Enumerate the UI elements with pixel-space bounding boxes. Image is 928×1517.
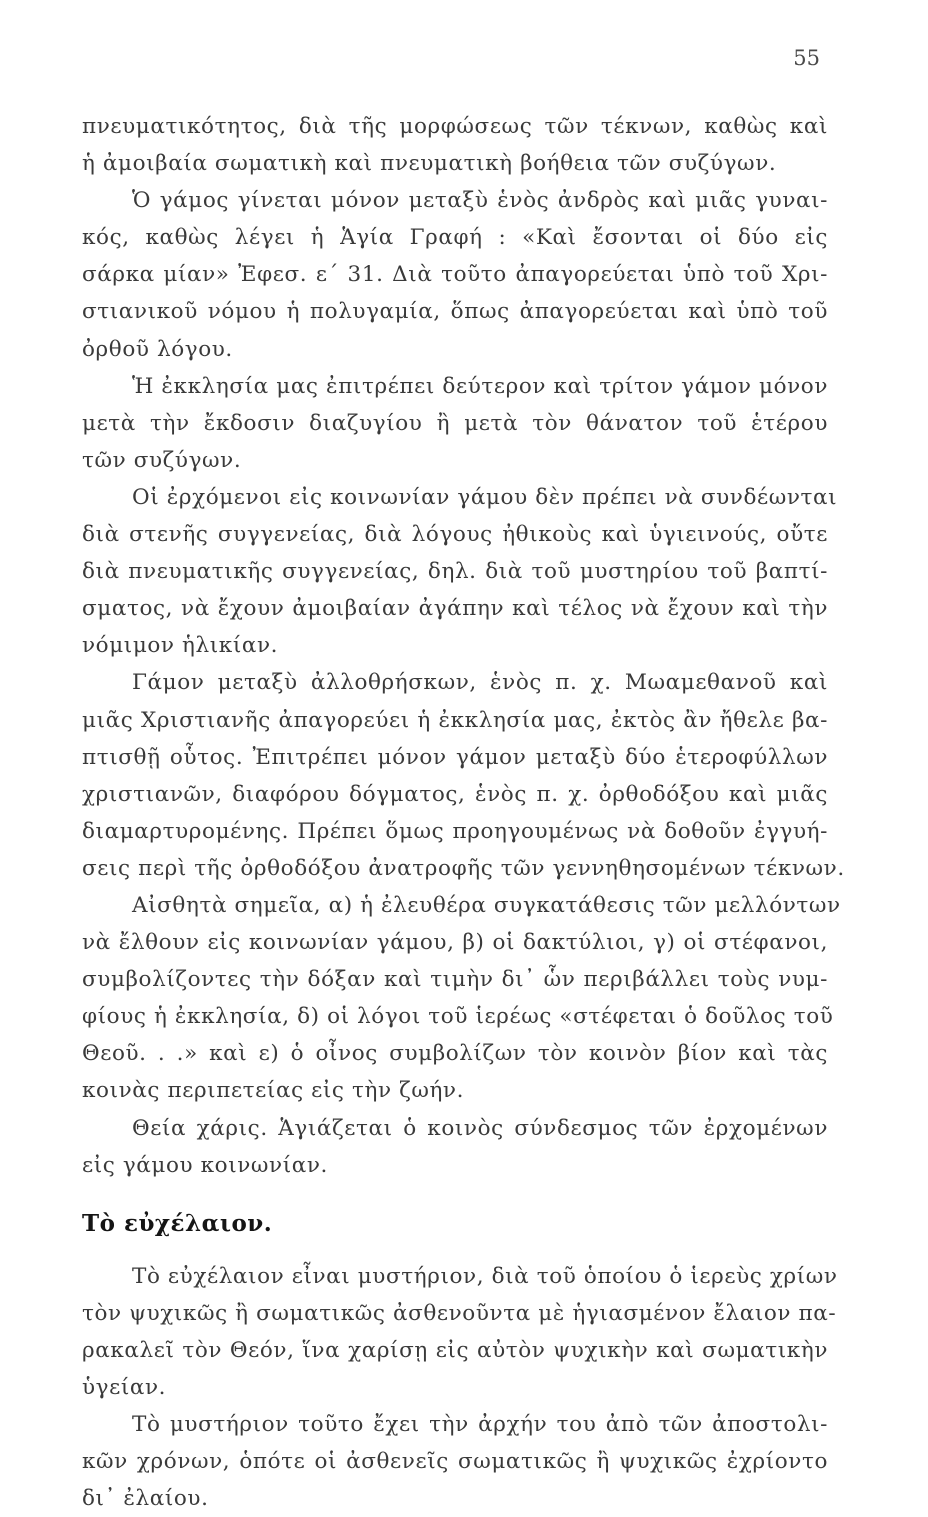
text-line: Τὸ μυστήριον τοῦτο ἔχει τὴν ἀρχήν του ἀπὸ τῶν ἀποστολι-	[132, 1412, 828, 1438]
text-line: Οἱ ἐρχόμενοι εἰς κοινωνίαν γάμου δὲν πρέπει νὰ συνδέωνται	[132, 484, 838, 510]
text-line: Αἰσθητὰ σημεῖα, α) ἡ ἐλευθέρα συγκατάθεσις τῶν μελλόντων	[132, 892, 841, 918]
text-line: Θεοῦ. . .» καὶ ε) ὁ οἶνος συμβολίζων τὸν κοινὸν βίον καὶ τὰς	[82, 1041, 828, 1067]
page-number: 55	[793, 46, 820, 70]
text-line: ὀρθοῦ λόγου.	[82, 336, 233, 362]
text-line: πτισθῇ οὗτος. Ἐπιτρέπει μόνον γάμον μεταξὺ δύο ἑτεροφύλλων	[82, 744, 828, 770]
text-line: διὰ πνευματικῆς συγγενείας, δηλ. διὰ τοῦ μυστηρίου τοῦ βαπτί-	[82, 559, 828, 585]
text-line: Τὸ εὐχέλαιον εἶναι μυστήριον, διὰ τοῦ ὁποίου ὁ ἱερεὺς χρίων	[132, 1263, 838, 1289]
text-line: ἡ ἀμοιβαία σωματικὴ καὶ πνευματικὴ βοήθεια τῶν συζύγων.	[82, 151, 777, 177]
text-line: Γάμον μεταξὺ ἀλλοθρήσκων, ἑνὸς π. χ. Μωαμεθανοῦ καὶ	[132, 670, 828, 696]
text-line: τὸν ψυχικῶς ἢ σωματικῶς ἀσθενοῦντα μὲ ἡγιασμένον ἔλαιον πα-	[82, 1300, 837, 1326]
text-line: μετὰ τὴν ἔκδοσιν διαζυγίου ἢ μετὰ τὸν θάνατον τοῦ ἑτέρου	[82, 410, 828, 436]
text-line: κῶν χρόνων, ὁπότε οἱ ἀσθενεῖς σωματικῶς ἢ ψυχικῶς ἐχρίοντο	[82, 1449, 828, 1475]
body-text	[82, 108, 845, 1517]
text-line: διὰ στενῆς συγγενείας, διὰ λόγους ἠθικοὺς καὶ ὑγιεινούς, οὔτε	[82, 522, 828, 548]
text-line: εἰς γάμου κοινωνίαν.	[82, 1152, 328, 1178]
text-line: δι᾽ ἐλαίου.	[82, 1486, 209, 1512]
text-line: πνευματικότητος, διὰ τῆς μορφώσεως τῶν τέκνων, καθὼς καὶ	[82, 114, 828, 139]
text-line: Θεία χάρις. Ἁγιάζεται ὁ κοινὸς σύνδεσμος τῶν ἐρχομένων	[132, 1115, 828, 1141]
text-line: στιανικοῦ νόμου ἡ πολυγαμία, ὅπως ἀπαγορεύεται καὶ ὑπὸ τοῦ	[82, 299, 828, 325]
text-line: νόμιμον ἡλικίαν.	[82, 633, 279, 659]
text-line: συμβολίζοντες τὴν δόξαν καὶ τιμὴν δι᾽ ὧν περιβάλλει τοὺς νυμ-	[82, 967, 828, 993]
text-line: ὑγείαν.	[82, 1375, 167, 1400]
text-line: τῶν συζύγων.	[82, 447, 242, 473]
text-line: χριστιανῶν, διαφόρου δόγματος, ἑνὸς π. χ. ὀρθοδόξου καὶ μιᾶς	[82, 781, 828, 807]
text-line: Ἡ ἐκκλησία μας ἐπιτρέπει δεύτερον καὶ τρίτον γάμον μόνον	[132, 373, 828, 399]
text-line: ρακαλεῖ τὸν Θεόν, ἵνα χαρίσῃ εἰς αὐτὸν ψυχικὴν καὶ σωματικὴν	[82, 1337, 828, 1363]
text-line: σματος, νὰ ἔχουν ἀμοιβαίαν ἀγάπην καὶ τέλος νὰ ἔχουν καὶ τὴν	[82, 596, 828, 622]
text-line: σάρκα μίαν» Ἐφεσ. ε΄ 31. Διὰ τοῦτο ἀπαγορεύεται ὑπὸ τοῦ Χρι-	[82, 262, 828, 288]
section-heading: Τὸ εὐχέλαιον.	[82, 1209, 273, 1237]
text-line: φίους ἡ ἐκκλησία, δ) οἱ λόγοι τοῦ ἱερέως «στέφεται ὁ δοῦλος τοῦ	[82, 1004, 834, 1030]
text-line: σεις περὶ τῆς ὀρθοδόξου ἀνατροφῆς τῶν γεννηθησομένων τέκνων.	[82, 855, 845, 881]
text-line: νὰ ἔλθουν εἰς κοινωνίαν γάμου, β) οἱ δακτύλιοι, γ) οἱ στέφανοι,	[82, 930, 828, 956]
text-line: διαμαρτυρομένης. Πρέπει ὅμως προηγουμένως νὰ δοθοῦν ἐγγυή-	[82, 818, 828, 844]
text-line: κός, καθὼς λέγει ἡ Ἁγία Γραφή : «Καὶ ἔσονται οἱ δύο εἰς	[82, 225, 828, 251]
text-line: κοινὰς περιπετείας εἰς τὴν ζωήν.	[82, 1078, 465, 1104]
text-line: Ὁ γάμος γίνεται μόνον μεταξὺ ἑνὸς ἀνδρὸς καὶ μιᾶς γυναι-	[132, 188, 828, 214]
text-line: μιᾶς Χριστιανῆς ἀπαγορεύει ἡ ἐκκλησία μας, ἐκτὸς ἂν ἤθελε βα-	[82, 707, 828, 733]
